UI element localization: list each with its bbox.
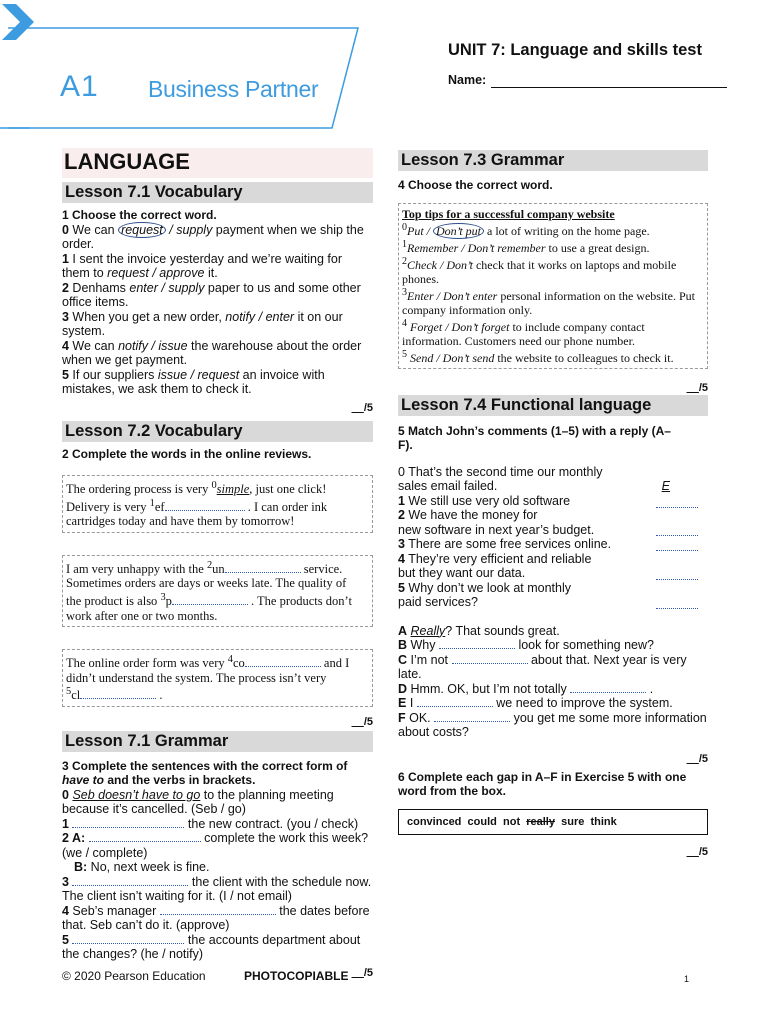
comment-item: 4 They’re very efficient and reliable but they want our data. (398, 552, 708, 581)
reply-item: B Why look for something new? (398, 638, 654, 652)
word-option-used: really (526, 815, 555, 828)
word-choice[interactable]: Remember / Don’t remember (407, 240, 546, 255)
review-box: The online order form was very $^4$co and I didn’t understand the system. The process isn’t very $^5$cl . (62, 649, 373, 707)
gap-input[interactable] (417, 696, 493, 707)
box-title: Top tips for a successful company website (402, 206, 615, 221)
word-option: sure (561, 815, 585, 828)
answer-example: E (661, 478, 670, 493)
answer-circle: request (118, 222, 166, 238)
task-instruction: 1 Choose the correct word. (62, 208, 217, 222)
word-choice[interactable]: enter / supply (129, 280, 205, 295)
comment-item: 3 There are some free services online. (398, 537, 708, 552)
score-box: __/5 (351, 401, 373, 414)
exercise-item: 3 When you get a new order, notify / enter it on our system. (62, 309, 343, 338)
word-choice[interactable]: notify / issue (118, 338, 188, 353)
lesson-heading-7-1-grammar: Lesson 7.1 Grammar (62, 731, 373, 752)
gap-input[interactable] (434, 711, 510, 722)
word-choice[interactable]: Send / Don’t send (407, 350, 495, 365)
photocopiable-label: PHOTOCOPIABLE (244, 969, 349, 983)
unit-title: UNIT 7: Language and skills test (448, 41, 702, 59)
gap-input[interactable] (172, 594, 248, 605)
task-instruction: 2 Complete the words in the online reviews. (62, 446, 312, 461)
section-heading-language: LANGUAGE (62, 148, 373, 178)
word-choice[interactable]: notify / enter (225, 309, 295, 324)
exercise-item: 2 Denhams enter / supply paper to us and some other office items. (62, 280, 361, 309)
logo-a1: A1 (60, 70, 99, 103)
comment-item: 1 We still use very old software (398, 494, 708, 509)
gap-input[interactable] (452, 653, 528, 664)
gap-input[interactable] (439, 638, 515, 649)
match-answer-input[interactable] (656, 539, 698, 551)
comment-item: 5 Why don’t we look at monthly paid services? (398, 581, 708, 610)
word-option: convinced (407, 815, 462, 828)
word-choice[interactable]: issue / request (157, 367, 240, 382)
review-box: The ordering process is very $^0$simple, just one click! Delivery is very $^1$ef . I can order ink cartridges today and have them by tomorrow! (62, 475, 373, 533)
answer-circle: Don’t put (433, 223, 484, 239)
reply-item: D Hmm. OK, but I’m not totally . (398, 681, 654, 696)
gap-input[interactable] (89, 831, 201, 842)
score-box: __/5 (351, 966, 373, 979)
exercise-item: 4 Seb’s manager the dates before that. Seb can’t do it. (approve) (62, 903, 370, 933)
logo-name: Business Partner (148, 76, 319, 102)
word-box (398, 809, 708, 835)
exercise-item: 5 the accounts department about the changes? (he / notify) (62, 932, 361, 962)
comments-list (398, 465, 708, 610)
exercise-item: 1 the new contract. (you / check) (62, 816, 359, 831)
exercise-item-reply: B: No, next week is fine. (74, 860, 210, 875)
comment-item: 2 We have the money for new software in next year’s budget. (398, 508, 708, 537)
match-answer-input[interactable] (656, 568, 698, 580)
exercise-item: 3 the client with the schedule now. The client isn’t waiting for it. (I / not email) (62, 874, 372, 904)
match-answer-input[interactable] (656, 496, 698, 508)
match-answer-input[interactable] (656, 524, 698, 536)
answer-example: simple (216, 482, 250, 497)
comment-item: 0 That’s the second time our monthly sales email failed. E (398, 464, 670, 493)
right-column (398, 150, 708, 859)
exercise-item: 0 Seb doesn’t have to go to the planning meeting because it’s cancelled. (Seb / go) (62, 787, 334, 817)
reply-item: A Really? That sounds great. (398, 623, 560, 638)
reply-item: C I’m not about that. Next year is very late. (398, 652, 687, 681)
exercise-item: 4 We can notify / issue the warehouse about the order when we get payment. (62, 338, 362, 367)
name-field[interactable] (491, 87, 727, 88)
exercise-item: 5 If our suppliers issue / request an invoice with mistakes, we ask them to check it. (62, 367, 325, 396)
page-number: 1 (684, 974, 690, 984)
gap-input[interactable] (225, 562, 301, 573)
task-instruction: 4 Choose the correct word. (398, 178, 553, 192)
word-option: not (503, 815, 521, 828)
chevron-right-icon (0, 0, 36, 44)
task-instruction: 3 Complete the sentences with the correct form of have to and the verbs in brackets. (62, 758, 348, 788)
answer-example: Seb doesn’t have to go (72, 787, 201, 802)
word-option: could (467, 815, 497, 828)
gap-input[interactable] (570, 682, 646, 693)
brand-logo (0, 0, 420, 140)
reply-item: E I we need to improve the system. (398, 696, 673, 710)
score-box: __/5 (351, 715, 373, 728)
exercise-item: 2 A: complete the work this week? (we / complete) (62, 831, 369, 860)
gap-input[interactable] (165, 500, 245, 511)
word-choice[interactable]: Forget / Don’t forget (407, 319, 510, 334)
lesson-heading-7-1-vocabulary: Lesson 7.1 Vocabulary (62, 182, 373, 203)
exercise-item: 1 I sent the invoice yesterday and we’re waiting for them to request / approve it. (62, 251, 343, 280)
task-instruction: 5 Match John’s comments (1–5) with a reply (A–F). (398, 423, 671, 452)
exercise-item: 0 We can request / supply payment when we ship the order. (62, 222, 364, 251)
task-instruction: 6 Complete each gap in A–F in Exercise 5 with one word from the box. (398, 769, 687, 798)
left-column (62, 148, 373, 980)
name-label: Name: (448, 73, 487, 87)
replies-list (398, 624, 708, 740)
website-tips-box: Top tips for a successful company website $^0$Put / Don’t put a lot of writing on the home page. $^1$Remember / Don’t remember to use a great design. $^2$Check / Don’t check that it works on laptops and mobile phones. $^3$Enter / Don’t enter personal information on the website. Put company information only. $^4$ Forget / Don’t forget to include company contact information. Customers need our phone number. $^5$ Send / Don’t send the website to colleagues to check it. (398, 203, 708, 369)
gap-input[interactable] (72, 817, 184, 828)
word-choice[interactable]: Enter / Don’t enter (407, 288, 498, 303)
lesson-heading-7-3-grammar: Lesson 7.3 Grammar (398, 150, 708, 171)
word-option: think (590, 815, 617, 828)
gap-input[interactable] (72, 875, 188, 886)
match-answer-input[interactable] (656, 597, 698, 609)
word-choice[interactable]: request / approve (107, 266, 205, 280)
gap-input[interactable] (80, 688, 156, 699)
gap-input[interactable] (72, 933, 184, 944)
gap-input[interactable] (160, 904, 276, 915)
reply-item: F OK. you get me some more information about costs? (398, 710, 707, 739)
score-box: __/5 (686, 845, 708, 858)
lesson-heading-7-4-functional-language: Lesson 7.4 Functional language (398, 395, 708, 416)
answer-example: Really (410, 623, 446, 638)
lesson-heading-7-2-vocabulary: Lesson 7.2 Vocabulary (62, 421, 373, 442)
score-box: __/5 (686, 752, 708, 765)
review-box: I am very unhappy with the $^2$un service. Sometimes orders are days or weeks late. The quality of the product is also $^3$p . The products don’t work after one or two months. (62, 555, 373, 627)
score-box: __/5 (686, 381, 708, 394)
gap-input[interactable] (245, 656, 321, 667)
word-choice[interactable]: Check / Don’t (407, 257, 473, 272)
copyright: © 2020 Pearson Education (62, 969, 206, 983)
